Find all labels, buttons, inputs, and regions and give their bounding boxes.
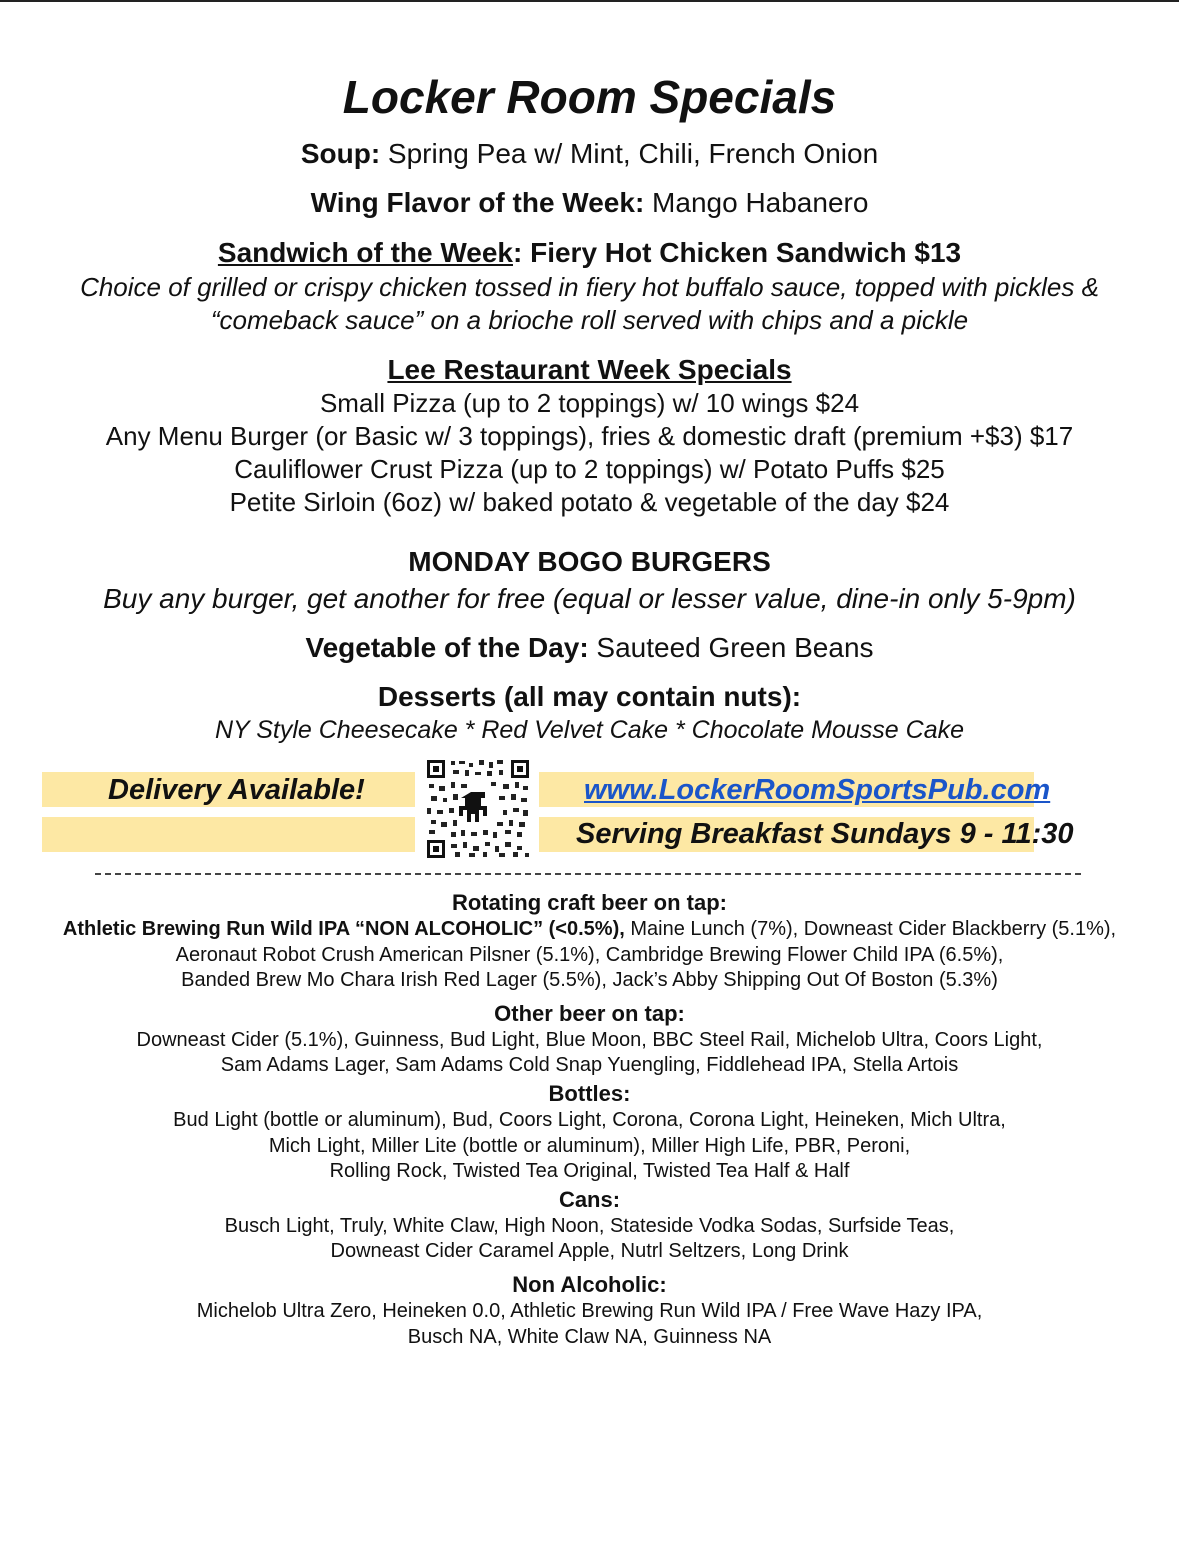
sandwich-name: : Fiery Hot Chicken Sandwich $13 [512,237,962,268]
sandwich-heading [0,236,1179,270]
craft-line-rest: Maine Lunch (7%), Downeast Cider Blackberry (5.1%), [624,918,1117,940]
craft-line [0,917,1179,943]
breakfast-text: Serving Breakfast Sundays 9 - 11:30 [576,818,1074,850]
restaurant-week-item: Small Pizza (up to 2 toppings) w/ 10 wings $24 [319,388,860,418]
sandwich-label: Sandwich of the Week [217,237,513,268]
top-border [0,0,1179,2]
sandwich-desc-1: Choice of grilled or crispy chicken tossed in fiery hot buffalo sauce, topped with pickles & [80,272,1099,302]
other-beer-heading: Other beer on tap: [494,1001,685,1026]
restaurant-week-item: Any Menu Burger (or Basic w/ 3 toppings), fries & domestic draft (premium +$3) $17 [105,421,1074,451]
non-alcoholic-heading: Non Alcoholic: [512,1272,667,1297]
sandwich-desc-2: “comeback sauce” on a brioche roll served with chips and a pickle [210,305,969,335]
page-title: Locker Room Specials [342,71,837,123]
other-beer-line: Downeast Cider (5.1%), Guinness, Bud Light, Blue Moon, BBC Steel Rail, Michelob Ultra, Coors Light, [136,1029,1043,1051]
desserts-items: NY Style Cheesecake * Red Velvet Cake * Chocolate Mousse Cake [215,716,964,744]
non-alcoholic-line: Busch NA, White Claw NA, Guinness NA [407,1326,772,1348]
soup-value: Spring Pea w/ Mint, Chili, French Onion [380,138,879,169]
bottles-line: Mich Light, Miller Lite (bottle or aluminum), Miller High Life, PBR, Peroni, [268,1135,911,1157]
website-link[interactable]: www.LockerRoomSportsPub.com [584,774,1051,806]
wing-line [0,186,1179,220]
other-beer-line: Sam Adams Lager, Sam Adams Cold Snap Yuengling, Fiddlehead IPA, Stella Artois [220,1054,959,1076]
restaurant-week-heading: Lee Restaurant Week Specials [387,354,792,385]
qr-code-icon[interactable] [425,758,531,860]
vegetable-value: Sauteed Green Beans [588,632,874,663]
left-empty-band [42,817,415,852]
vegetable-label: Vegetable of the Day: [305,632,589,663]
cans-line: Busch Light, Truly, White Claw, High Noon, Stateside Vodka Sodas, Surfside Teas, [224,1215,955,1237]
vegetable-line [0,631,1179,665]
bottles-heading: Bottles: [548,1081,631,1106]
bogo-desc: Buy any burger, get another for free (equal or lesser value, dine-in only 5-9pm) [103,583,1076,614]
craft-featured: Athletic Brewing Run Wild IPA “NON ALCOHOLIC” (<0.5%), [62,918,625,940]
bottles-line: Bud Light (bottle or aluminum), Bud, Coors Light, Corona, Corona Light, Heineken, Mich Ultra, [173,1109,1006,1131]
soup-label: Soup: [300,138,381,169]
restaurant-week-item: Petite Sirloin (6oz) w/ baked potato & vegetable of the day $24 [229,487,950,517]
cans-line: Downeast Cider Caramel Apple, Nutrl Seltzers, Long Drink [330,1240,849,1262]
soup-line [0,137,1179,171]
craft-heading: Rotating craft beer on tap: [451,890,727,915]
bottles-line: Rolling Rock, Twisted Tea Original, Twisted Tea Half & Half [329,1160,850,1182]
craft-line: Banded Brew Mo Chara Irish Red Lager (5.5%), Jack’s Abby Shipping Out Of Boston (5.3%) [181,969,998,991]
bogo-heading: MONDAY BOGO BURGERS [408,546,771,577]
craft-line: Aeronaut Robot Crush American Pilsner (5.1%), Cambridge Brewing Flower Child IPA (6.5%), [175,944,1004,966]
wing-label: Wing Flavor of the Week: [310,187,645,218]
section-divider [95,873,1081,875]
delivery-text: Delivery Available! [108,774,365,806]
desserts-heading: Desserts (all may contain nuts): [377,681,802,712]
restaurant-week-item: Cauliflower Crust Pizza (up to 2 toppings) w/ Potato Puffs $25 [234,454,945,484]
non-alcoholic-line: Michelob Ultra Zero, Heineken 0.0, Athletic Brewing Run Wild IPA / Free Wave Hazy IPA, [196,1300,983,1322]
cans-heading: Cans: [558,1187,621,1212]
wing-value: Mango Habanero [644,187,869,218]
